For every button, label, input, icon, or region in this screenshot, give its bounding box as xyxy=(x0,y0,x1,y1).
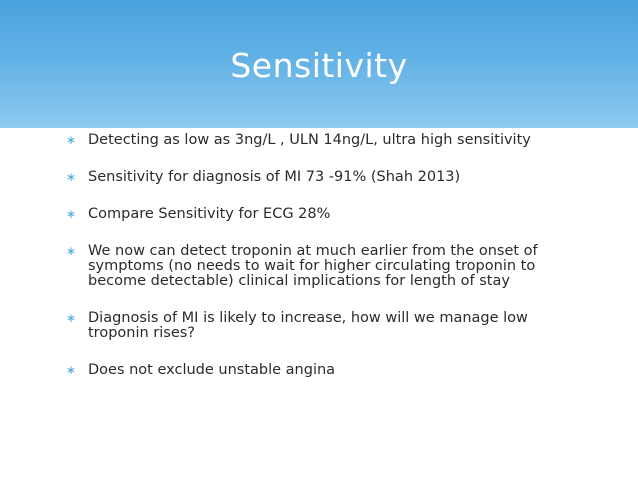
bullet-text: Compare Sensitivity for ECG 28% xyxy=(88,206,331,222)
bullet-item xyxy=(66,363,586,378)
asterisk-icon: ∗ xyxy=(66,363,77,377)
slide-title: Sensitivity xyxy=(230,46,408,85)
bullet-text: Diagnosis of MI is likely to increase, how will we manage low troponin rises? xyxy=(88,310,528,341)
bullet-item xyxy=(66,244,586,289)
bullet-text: We now can detect troponin at much earlier from the onset of symptoms (no needs to wait for higher circulating troponin to become detectable) clinical implications for length of stay xyxy=(88,243,538,289)
asterisk-icon: ∗ xyxy=(66,311,77,325)
asterisk-icon: ∗ xyxy=(66,170,77,184)
asterisk-icon: ∗ xyxy=(66,133,77,147)
bullet-item xyxy=(66,133,586,148)
asterisk-icon: ∗ xyxy=(66,207,77,221)
bullet-text: Sensitivity for diagnosis of MI 73 -91% (Shah 2013) xyxy=(88,169,461,185)
bullet-list xyxy=(66,133,586,400)
asterisk-icon: ∗ xyxy=(66,244,77,258)
bullet-item xyxy=(66,207,586,222)
title-banner xyxy=(0,0,638,128)
bullet-text: Does not exclude unstable angina xyxy=(88,362,336,378)
bullet-item xyxy=(66,170,586,185)
bullet-text: Detecting as low as 3ng/L , ULN 14ng/L, ultra high sensitivity xyxy=(88,132,531,148)
bullet-item xyxy=(66,311,586,341)
